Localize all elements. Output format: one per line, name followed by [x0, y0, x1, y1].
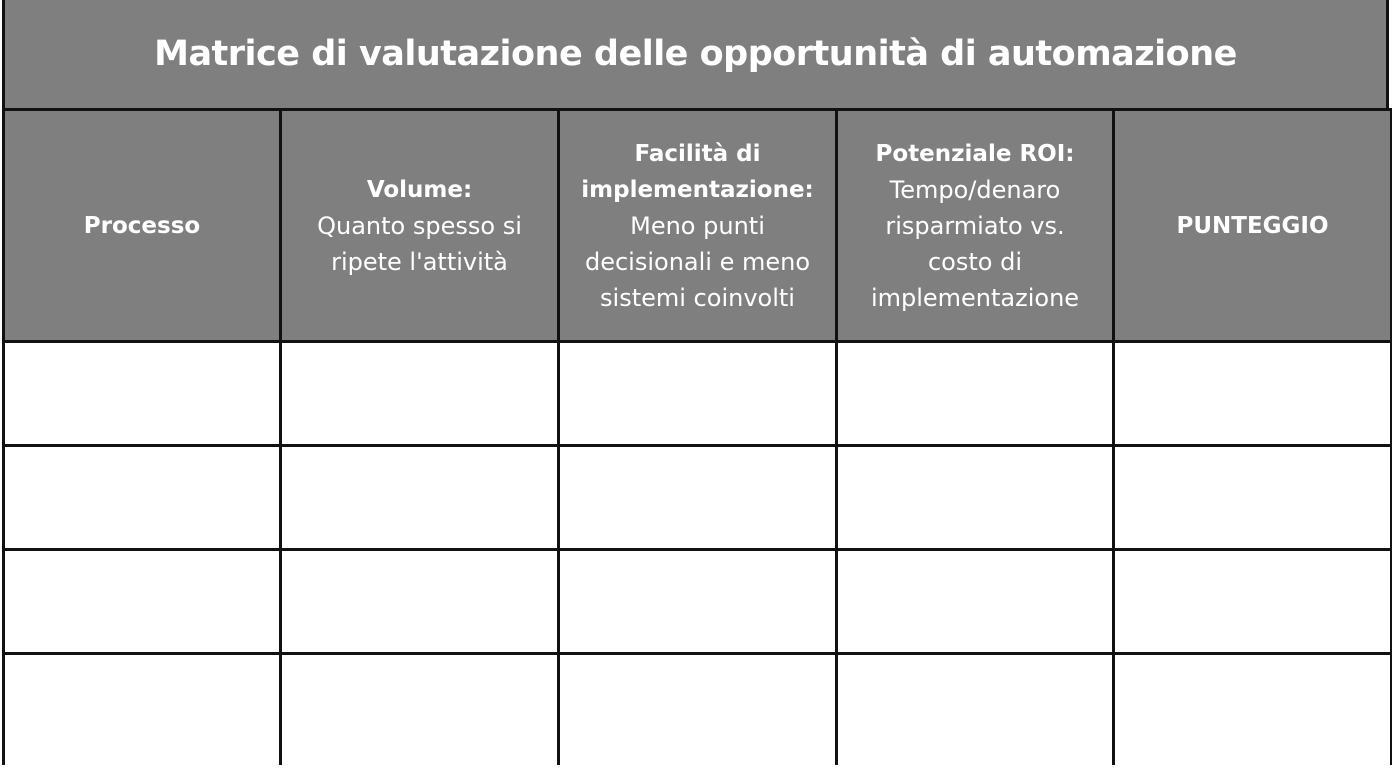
cell-roi[interactable] — [837, 342, 1114, 446]
table-row — [4, 342, 1392, 446]
cell-punteggio[interactable] — [1114, 654, 1392, 766]
cell-volume[interactable] — [281, 342, 559, 446]
column-header-facilita — [559, 110, 837, 342]
column-header-volume — [281, 110, 559, 342]
cell-roi[interactable] — [837, 654, 1114, 766]
cell-processo[interactable] — [4, 342, 281, 446]
cell-punteggio[interactable] — [1114, 342, 1392, 446]
cell-facilita[interactable] — [559, 550, 837, 654]
document-title: Matrice di valutazione delle opportunità di automazione — [2, 0, 1389, 108]
cell-facilita[interactable] — [559, 446, 837, 550]
cell-roi[interactable] — [837, 446, 1114, 550]
column-heading: Volume: — [366, 176, 473, 203]
column-header-punteggio — [1114, 110, 1392, 342]
cell-processo[interactable] — [4, 654, 281, 766]
column-header-processo — [4, 110, 281, 342]
cell-punteggio[interactable] — [1114, 550, 1392, 654]
column-description: Meno punti decisionali e meno sistemi coinvolti — [584, 211, 811, 312]
header-row — [4, 110, 1392, 342]
cell-facilita[interactable] — [559, 342, 837, 446]
table-row — [4, 446, 1392, 550]
cell-punteggio[interactable] — [1114, 446, 1392, 550]
cell-roi[interactable] — [837, 550, 1114, 654]
column-description: Quanto spesso si ripete l'attività — [317, 211, 522, 276]
column-heading: PUNTEGGIO — [1176, 212, 1329, 239]
column-description: Tempo/denaro risparmiato vs. costo di implementazione — [870, 175, 1080, 312]
cell-volume[interactable] — [281, 654, 559, 766]
cell-facilita[interactable] — [559, 654, 837, 766]
column-heading: Processo — [83, 212, 201, 239]
cell-volume[interactable] — [281, 550, 559, 654]
column-heading: Facilità di implementazione: — [581, 140, 814, 203]
cell-volume[interactable] — [281, 446, 559, 550]
column-heading: Potenziale ROI: — [875, 140, 1075, 167]
cell-processo[interactable] — [4, 446, 281, 550]
column-header-roi — [837, 110, 1114, 342]
automation-matrix-table — [2, 108, 1392, 765]
table-row — [4, 550, 1392, 654]
cell-processo[interactable] — [4, 550, 281, 654]
table-row — [4, 654, 1392, 766]
